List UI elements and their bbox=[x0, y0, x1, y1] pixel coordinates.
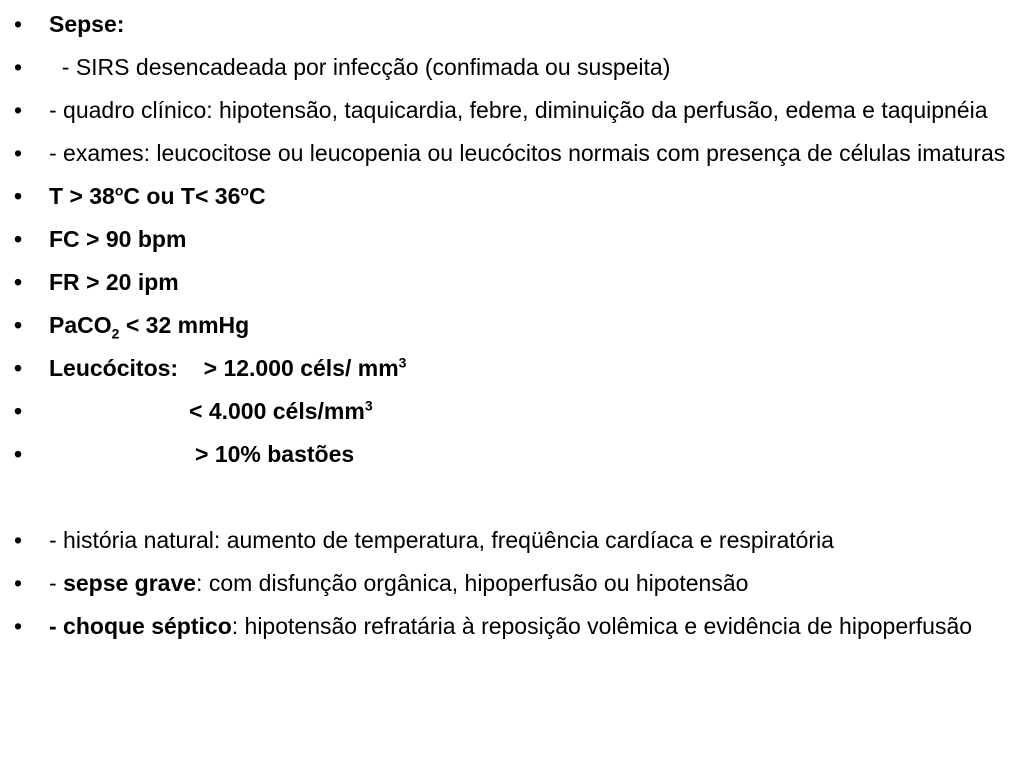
list-item bbox=[0, 436, 1014, 472]
leuco-low-text: < 4.000 céls/mm bbox=[189, 398, 365, 424]
severe-text: : com disfunção orgânica, hipoperfusão ou hipotensão bbox=[196, 570, 749, 596]
temp-text-c: C bbox=[248, 183, 266, 209]
list-item bbox=[0, 264, 1014, 300]
paco2-text-b: < 32 mmHg bbox=[119, 312, 250, 338]
sirs-text: - SIRS desencadeada por infecção (confimada ou suspeita) bbox=[49, 54, 671, 80]
temp-sup-2: o bbox=[240, 182, 249, 199]
bastoes-text: > 10% bastões bbox=[195, 441, 355, 467]
paco2-sub: 2 bbox=[111, 325, 120, 342]
paco2-text-a: PaCO bbox=[49, 312, 112, 338]
bullet-icon: • bbox=[13, 11, 23, 37]
bullet-icon: • bbox=[13, 54, 23, 80]
list-item bbox=[0, 307, 1014, 343]
list-item bbox=[0, 393, 1014, 429]
bullet-icon: • bbox=[13, 441, 23, 467]
temp-text-b: C ou T< 36 bbox=[123, 183, 241, 209]
leuco-text: Leucócitos: > 12.000 céls/ mm bbox=[49, 355, 399, 381]
bullet-icon: • bbox=[13, 527, 23, 553]
heading-sepse: Sepse: bbox=[49, 11, 125, 37]
list-item bbox=[0, 135, 1014, 171]
list-item bbox=[0, 178, 1014, 214]
severe-term: sepse grave bbox=[63, 570, 197, 596]
bullet-icon: • bbox=[13, 613, 23, 639]
bullet-icon: • bbox=[13, 140, 23, 166]
list-spacer bbox=[0, 479, 1014, 515]
list-item bbox=[0, 522, 1014, 558]
severe-prefix: - bbox=[49, 570, 64, 596]
fc-text: FC > 90 bpm bbox=[49, 226, 187, 252]
temp-text-a: T > 38 bbox=[49, 183, 115, 209]
leuco-low-sup: 3 bbox=[364, 397, 373, 414]
bullet-icon: • bbox=[13, 570, 23, 596]
bullet-icon: • bbox=[13, 183, 23, 209]
temp-sup-1: o bbox=[114, 182, 124, 199]
list-item bbox=[0, 221, 1014, 257]
bullet-list bbox=[0, 6, 1014, 651]
exams-text: - exames: leucocitose ou leucopenia ou leucócitos normais com presença de células imaturas bbox=[49, 140, 1006, 166]
shock-text: : hipotensão refratária à reposição volêmica e evidência de hipoperfusão bbox=[231, 613, 973, 639]
bullet-icon: • bbox=[13, 398, 23, 424]
list-item bbox=[0, 92, 1014, 128]
bullet-icon: • bbox=[13, 97, 23, 123]
history-text: - história natural: aumento de temperatura, freqüência cardíaca e respiratória bbox=[49, 527, 834, 553]
list-item bbox=[0, 565, 1014, 601]
shock-term: - choque séptico bbox=[49, 613, 232, 639]
clinical-text: - quadro clínico: hipotensão, taquicardia, febre, diminuição da perfusão, edema e taquipnéia bbox=[49, 97, 988, 123]
list-item bbox=[0, 6, 1014, 42]
leuco-sup: 3 bbox=[398, 354, 407, 371]
list-item bbox=[0, 608, 1014, 644]
bullet-icon: • bbox=[13, 226, 23, 252]
list-item bbox=[0, 49, 1014, 85]
list-item bbox=[0, 350, 1014, 386]
bullet-icon: • bbox=[13, 269, 23, 295]
bullet-icon: • bbox=[13, 312, 23, 338]
bullet-icon: • bbox=[13, 355, 23, 381]
fr-text: FR > 20 ipm bbox=[49, 269, 179, 295]
